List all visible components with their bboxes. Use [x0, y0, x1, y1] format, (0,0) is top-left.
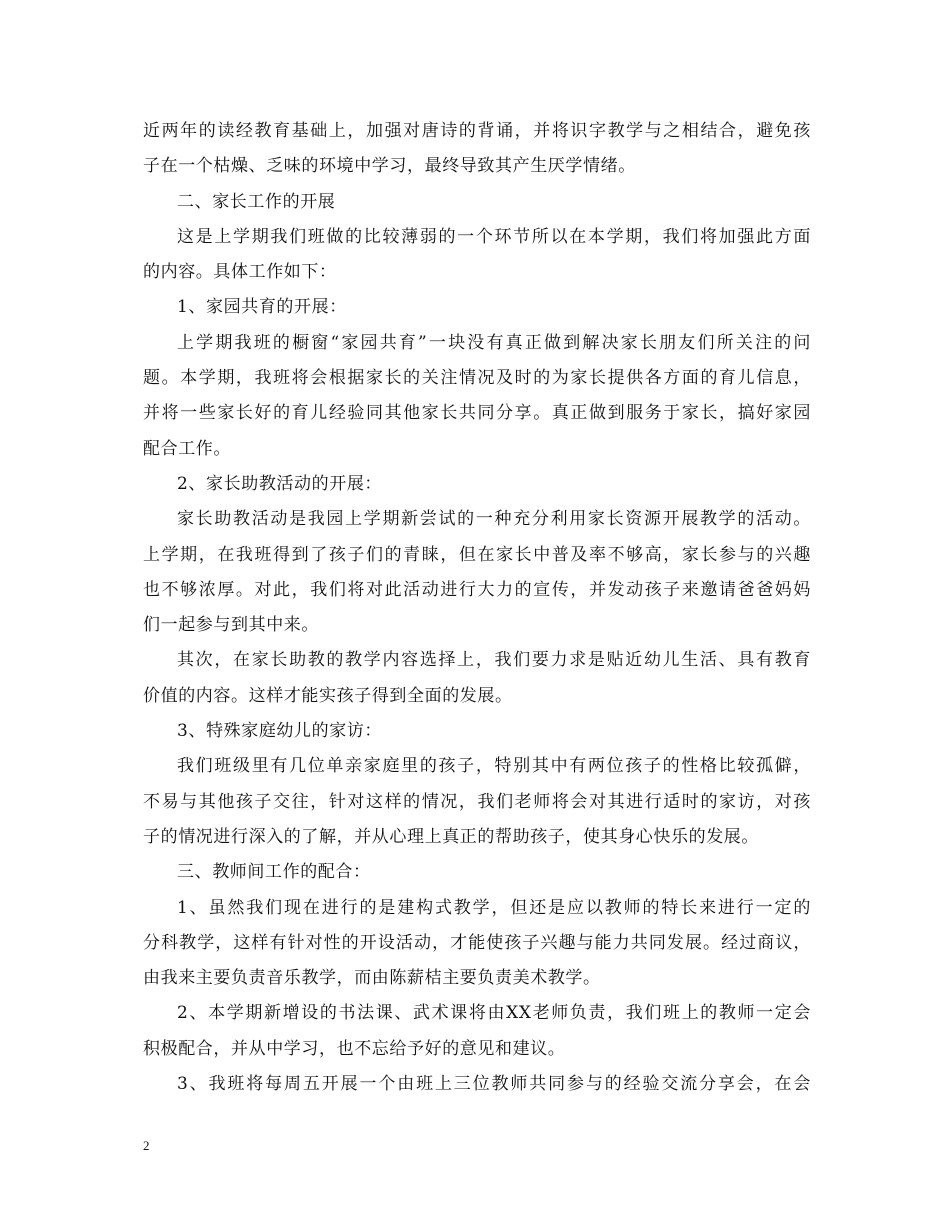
text-line: 我们班级里有几位单亲家庭里的孩子，特别其中有两位孩子的性格比较孤僻，: [177, 756, 811, 777]
text-line: 三、教师间工作的配合：: [177, 862, 371, 883]
text-line: 们一起参与到其中来。: [143, 615, 319, 636]
text-line: 1、家园共育的开展：: [177, 297, 347, 318]
text-line: 配合工作。: [143, 438, 231, 459]
text-line: 不易与其他孩子交往，针对这样的情况，我们老师将会对其进行适时的家访，对孩: [143, 791, 811, 812]
text-line: 2、本学期新增设的书法课、武术课将由XX老师负责，我们班上的教师一定会: [177, 1003, 811, 1024]
text-line: 也不够浓厚。对此，我们将对此活动进行大力的宣传，并发动孩子来邀请爸爸妈妈: [143, 579, 811, 600]
text-line: 1、虽然我们现在进行的是建构式教学，但还是应以教师的特长来进行一定的: [177, 897, 811, 918]
text-line: 近两年的读经教育基础上，加强对唐诗的背诵，并将识字教学与之相结合，避免孩: [143, 121, 811, 141]
text-line: 子的情况进行深入的了解，并从心理上真正的帮助孩子，使其身心快乐的发展。: [143, 826, 759, 847]
text-line: 题。本学期，我班将会根据家长的关注情况及时的为家长提供各方面的育儿信息，: [143, 368, 811, 389]
text-line: 子在一个枯燥、乏味的环境中学习，最终导致其产生厌学情绪。: [143, 156, 636, 177]
text-line: 上学期，在我班得到了孩子们的青睐，但在家长中普及率不够高，家长参与的兴趣: [143, 544, 811, 565]
text-line: 分科教学，这样有针对性的开设活动，才能使孩子兴趣与能力共同发展。经过商议，: [143, 932, 811, 953]
document-body: [143, 114, 811, 1102]
text-line: 2、家长助教活动的开展：: [177, 473, 383, 494]
text-line: 其次，在家长助教的教学内容选择上，我们要力求是贴近幼儿生活、具有教育: [177, 650, 811, 671]
text-line: 上学期我班的橱窗“家园共育”一块没有真正做到解决家长朋友们所关注的问: [177, 332, 811, 353]
text-line: 3、特殊家庭幼儿的家访：: [177, 721, 383, 742]
text-line: 价值的内容。这样才能实孩子得到全面的发展。: [143, 685, 513, 706]
text-line: 的内容。具体工作如下：: [143, 262, 337, 283]
text-line: 家长助教活动是我园上学期新尝试的一种充分利用家长资源开展教学的活动。: [177, 509, 811, 530]
text-line: 3、我班将每周五开展一个由班上三位教师共同参与的经验交流分享会，在会: [177, 1074, 811, 1095]
text-line: 并将一些家长好的育儿经验同其他家长共同分享。真正做到服务于家长，搞好家园: [143, 403, 811, 424]
page-number: 2: [143, 1138, 150, 1153]
text-line: 二、家长工作的开展: [177, 191, 336, 212]
text-line: 这是上学期我们班做的比较薄弱的一个环节所以在本学期，我们将加强此方面: [177, 226, 811, 247]
text-line: 由我来主要负责音乐教学，而由陈薪桔主要负责美术教学。: [143, 968, 601, 989]
text-line: 积极配合，并从中学习，也不忘给予好的意见和建议。: [143, 1038, 566, 1059]
